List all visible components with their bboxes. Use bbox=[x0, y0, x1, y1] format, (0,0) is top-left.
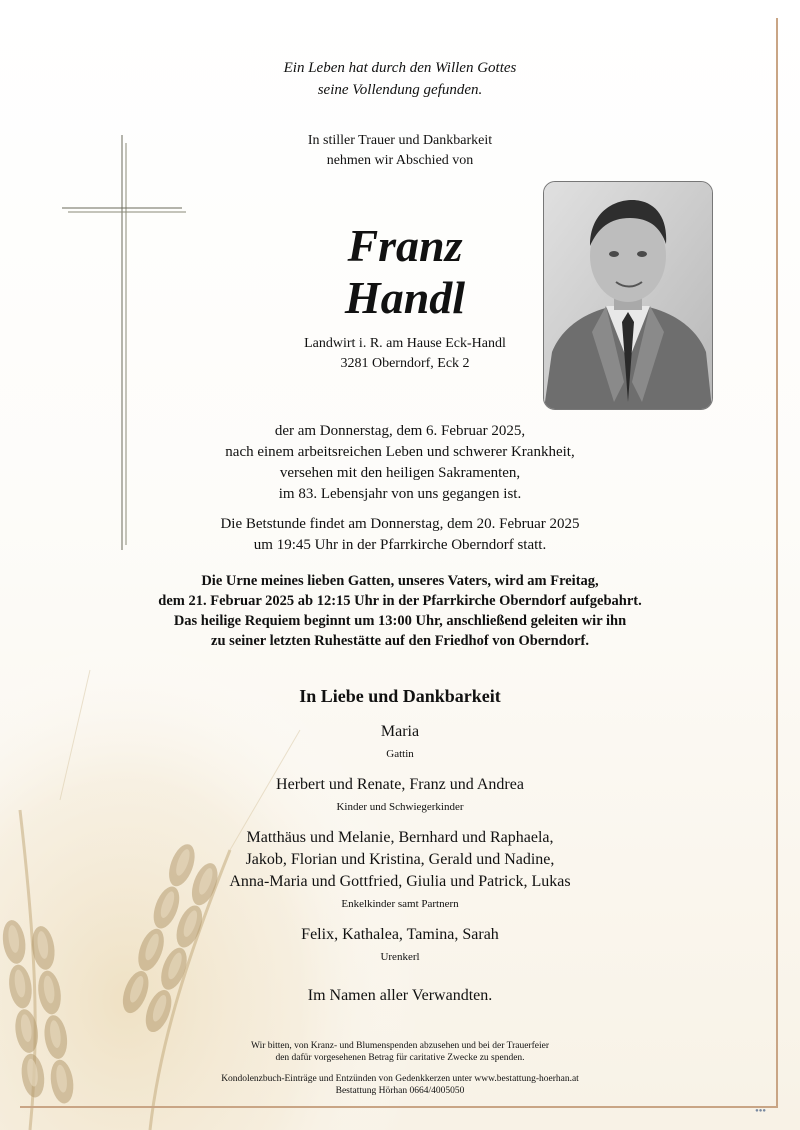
mourners-list bbox=[0, 721, 800, 977]
text-line: der am Donnerstag, dem 6. Februar 2025, bbox=[274, 423, 526, 439]
mourner-names: Anna-Maria und Gottfried, Giulia und Patrick, Lukas bbox=[229, 873, 571, 890]
text-line: Die Betstunde findet am Donnerstag, dem 20. Februar 2025 bbox=[220, 516, 580, 532]
mourner-role: Enkelkinder samt Partnern bbox=[341, 898, 459, 910]
mourner-role: Kinder und Schwiegerkinder bbox=[336, 801, 464, 813]
deceased-name bbox=[240, 220, 570, 324]
motto bbox=[0, 57, 800, 101]
motto-line: Ein Leben hat durch den Willen Gottes bbox=[283, 60, 517, 76]
love-heading: In Liebe und Dankbarkeit bbox=[299, 686, 501, 706]
mourner-names: Felix, Kathalea, Tamina, Sarah bbox=[301, 926, 499, 943]
text-line: Bestattung Hörhan 0664/4005050 bbox=[335, 1086, 465, 1096]
mourner-role: Urenkerl bbox=[380, 951, 420, 963]
text-line: versehen mit den heiligen Sakramenten, bbox=[279, 465, 521, 481]
mourner-group-great-grandchildren bbox=[0, 924, 800, 965]
mourner-names: Jakob, Florian und Kristina, Gerald und Nadine, bbox=[245, 851, 555, 868]
portrait-photo bbox=[543, 181, 713, 410]
intro-line: nehmen wir Abschied von bbox=[326, 153, 474, 168]
text-line: um 19:45 Uhr in der Pfarrkirche Oberndorf statt. bbox=[253, 537, 547, 553]
text-line: Kondolenzbuch-Einträge und Entzünden von Gedenkkerzen unter www.bestattung-hoerhan.at bbox=[221, 1074, 579, 1084]
intro-line: In stiller Trauer und Dankbarkeit bbox=[307, 133, 493, 148]
occupation: Landwirt i. R. am Hause Eck-Handl bbox=[304, 336, 506, 351]
urn-notice bbox=[0, 571, 800, 651]
donation-note bbox=[0, 1040, 800, 1064]
mourner-names: Maria bbox=[380, 723, 420, 740]
prayer-notice bbox=[0, 514, 800, 556]
text-line: zu seiner letzten Ruhestätte auf den Friedhof von Oberndorf. bbox=[211, 633, 589, 649]
mourner-group-grandchildren bbox=[0, 827, 800, 912]
text-line: Die Urne meines lieben Gatten, unseres Vaters, wird am Freitag, bbox=[201, 573, 599, 589]
mourner-names: Matthäus und Melanie, Bernhard und Raphaela, bbox=[246, 829, 554, 846]
last-name: Handl bbox=[344, 272, 466, 323]
relatives-line: Im Namen aller Verwandten. bbox=[307, 987, 493, 1004]
mourner-group-children bbox=[0, 774, 800, 815]
mourner-group-spouse bbox=[0, 721, 800, 762]
text-line: im 83. Lebensjahr von uns gegangen ist. bbox=[278, 486, 522, 502]
condolence-note bbox=[0, 1073, 800, 1097]
motto-line: seine Vollendung gefunden. bbox=[317, 82, 483, 98]
text-line: Wir bitten, von Kranz- und Blumenspenden abzusehen und bei der Trauerfeier bbox=[251, 1041, 549, 1051]
intro-text bbox=[0, 131, 800, 171]
first-name: Franz bbox=[347, 220, 463, 271]
corner-mark: ●●● bbox=[755, 1108, 766, 1114]
text-line: dem 21. Februar 2025 ab 12:15 Uhr in der Pfarrkirche Oberndorf aufgebahrt. bbox=[158, 593, 642, 609]
text-line: nach einem arbeitsreichen Leben und schwerer Krankheit, bbox=[225, 444, 575, 460]
text-line: den dafür vorgesehenen Betrag für caritative Zwecke zu spenden. bbox=[275, 1053, 525, 1063]
occupation-block bbox=[240, 334, 570, 374]
mourner-role: Gattin bbox=[386, 748, 414, 760]
text-line: Das heilige Requiem beginnt um 13:00 Uhr, anschließend geleiten wir ihn bbox=[173, 613, 627, 629]
death-notice bbox=[0, 421, 800, 505]
address: 3281 Oberndorf, Eck 2 bbox=[340, 356, 470, 371]
mourner-names: Herbert und Renate, Franz und Andrea bbox=[276, 776, 524, 793]
